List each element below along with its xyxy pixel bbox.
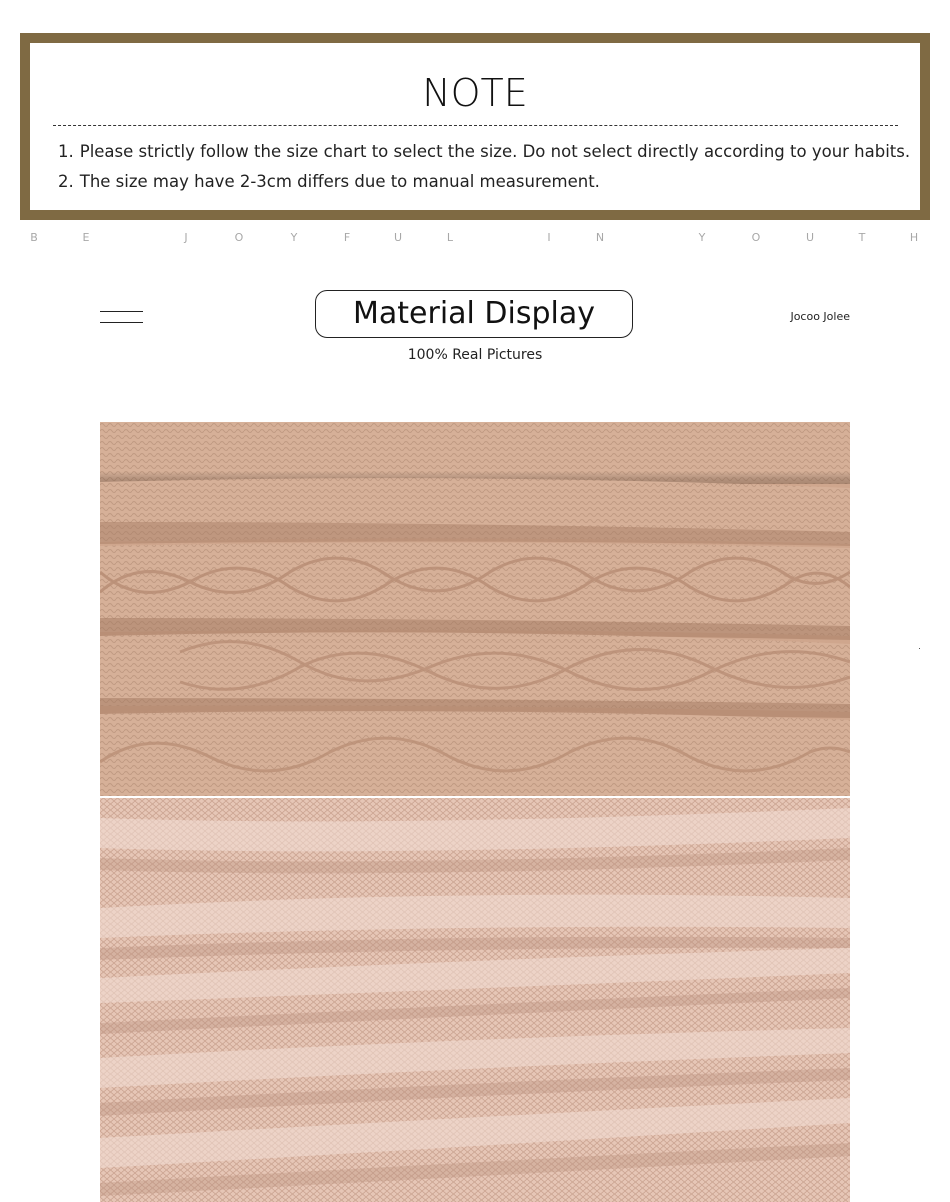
note-divider [53, 125, 898, 126]
slogan-letter: F [343, 231, 351, 244]
stray-dot [919, 648, 920, 649]
knit-fabric-photo [100, 422, 850, 796]
section-title: Material Display [315, 290, 633, 338]
note-item [58, 167, 910, 197]
slogan-letter: B [30, 231, 38, 244]
brand-name: Jocoo Jolee [790, 310, 850, 323]
note-list [58, 137, 910, 197]
note-item-text: The size may have 2-3cm differs due to manual measurement. [79, 172, 600, 191]
slogan [0, 231, 950, 247]
decorative-line [100, 322, 143, 323]
note-item-number: 1. [58, 142, 74, 161]
slogan-letter: N [595, 231, 605, 244]
note-title: NOTE [422, 71, 528, 115]
slogan-letter: J [184, 231, 188, 244]
slogan-letter: O [751, 231, 761, 244]
note-item-number: 2. [58, 172, 74, 191]
note-item-text: Please strictly follow the size chart to select the size. Do not select directly according to your habits. [79, 142, 911, 161]
slogan-letter: O [234, 231, 244, 244]
slogan-letter: E [82, 231, 90, 244]
tulle-fabric-photo [100, 798, 850, 1202]
decorative-line [100, 311, 143, 312]
slogan-letter: Y [698, 231, 706, 244]
slogan-letter: Y [290, 231, 298, 244]
slogan-letter: U [393, 231, 403, 244]
note-box [20, 33, 930, 220]
slogan-letter: U [805, 231, 815, 244]
slogan-letter: H [909, 231, 919, 244]
slogan-letter: L [446, 231, 454, 244]
slogan-letter: I [547, 231, 551, 244]
note-item [58, 137, 910, 167]
slogan-letter: T [858, 231, 866, 244]
section-subtitle: 100% Real Pictures [407, 347, 543, 363]
